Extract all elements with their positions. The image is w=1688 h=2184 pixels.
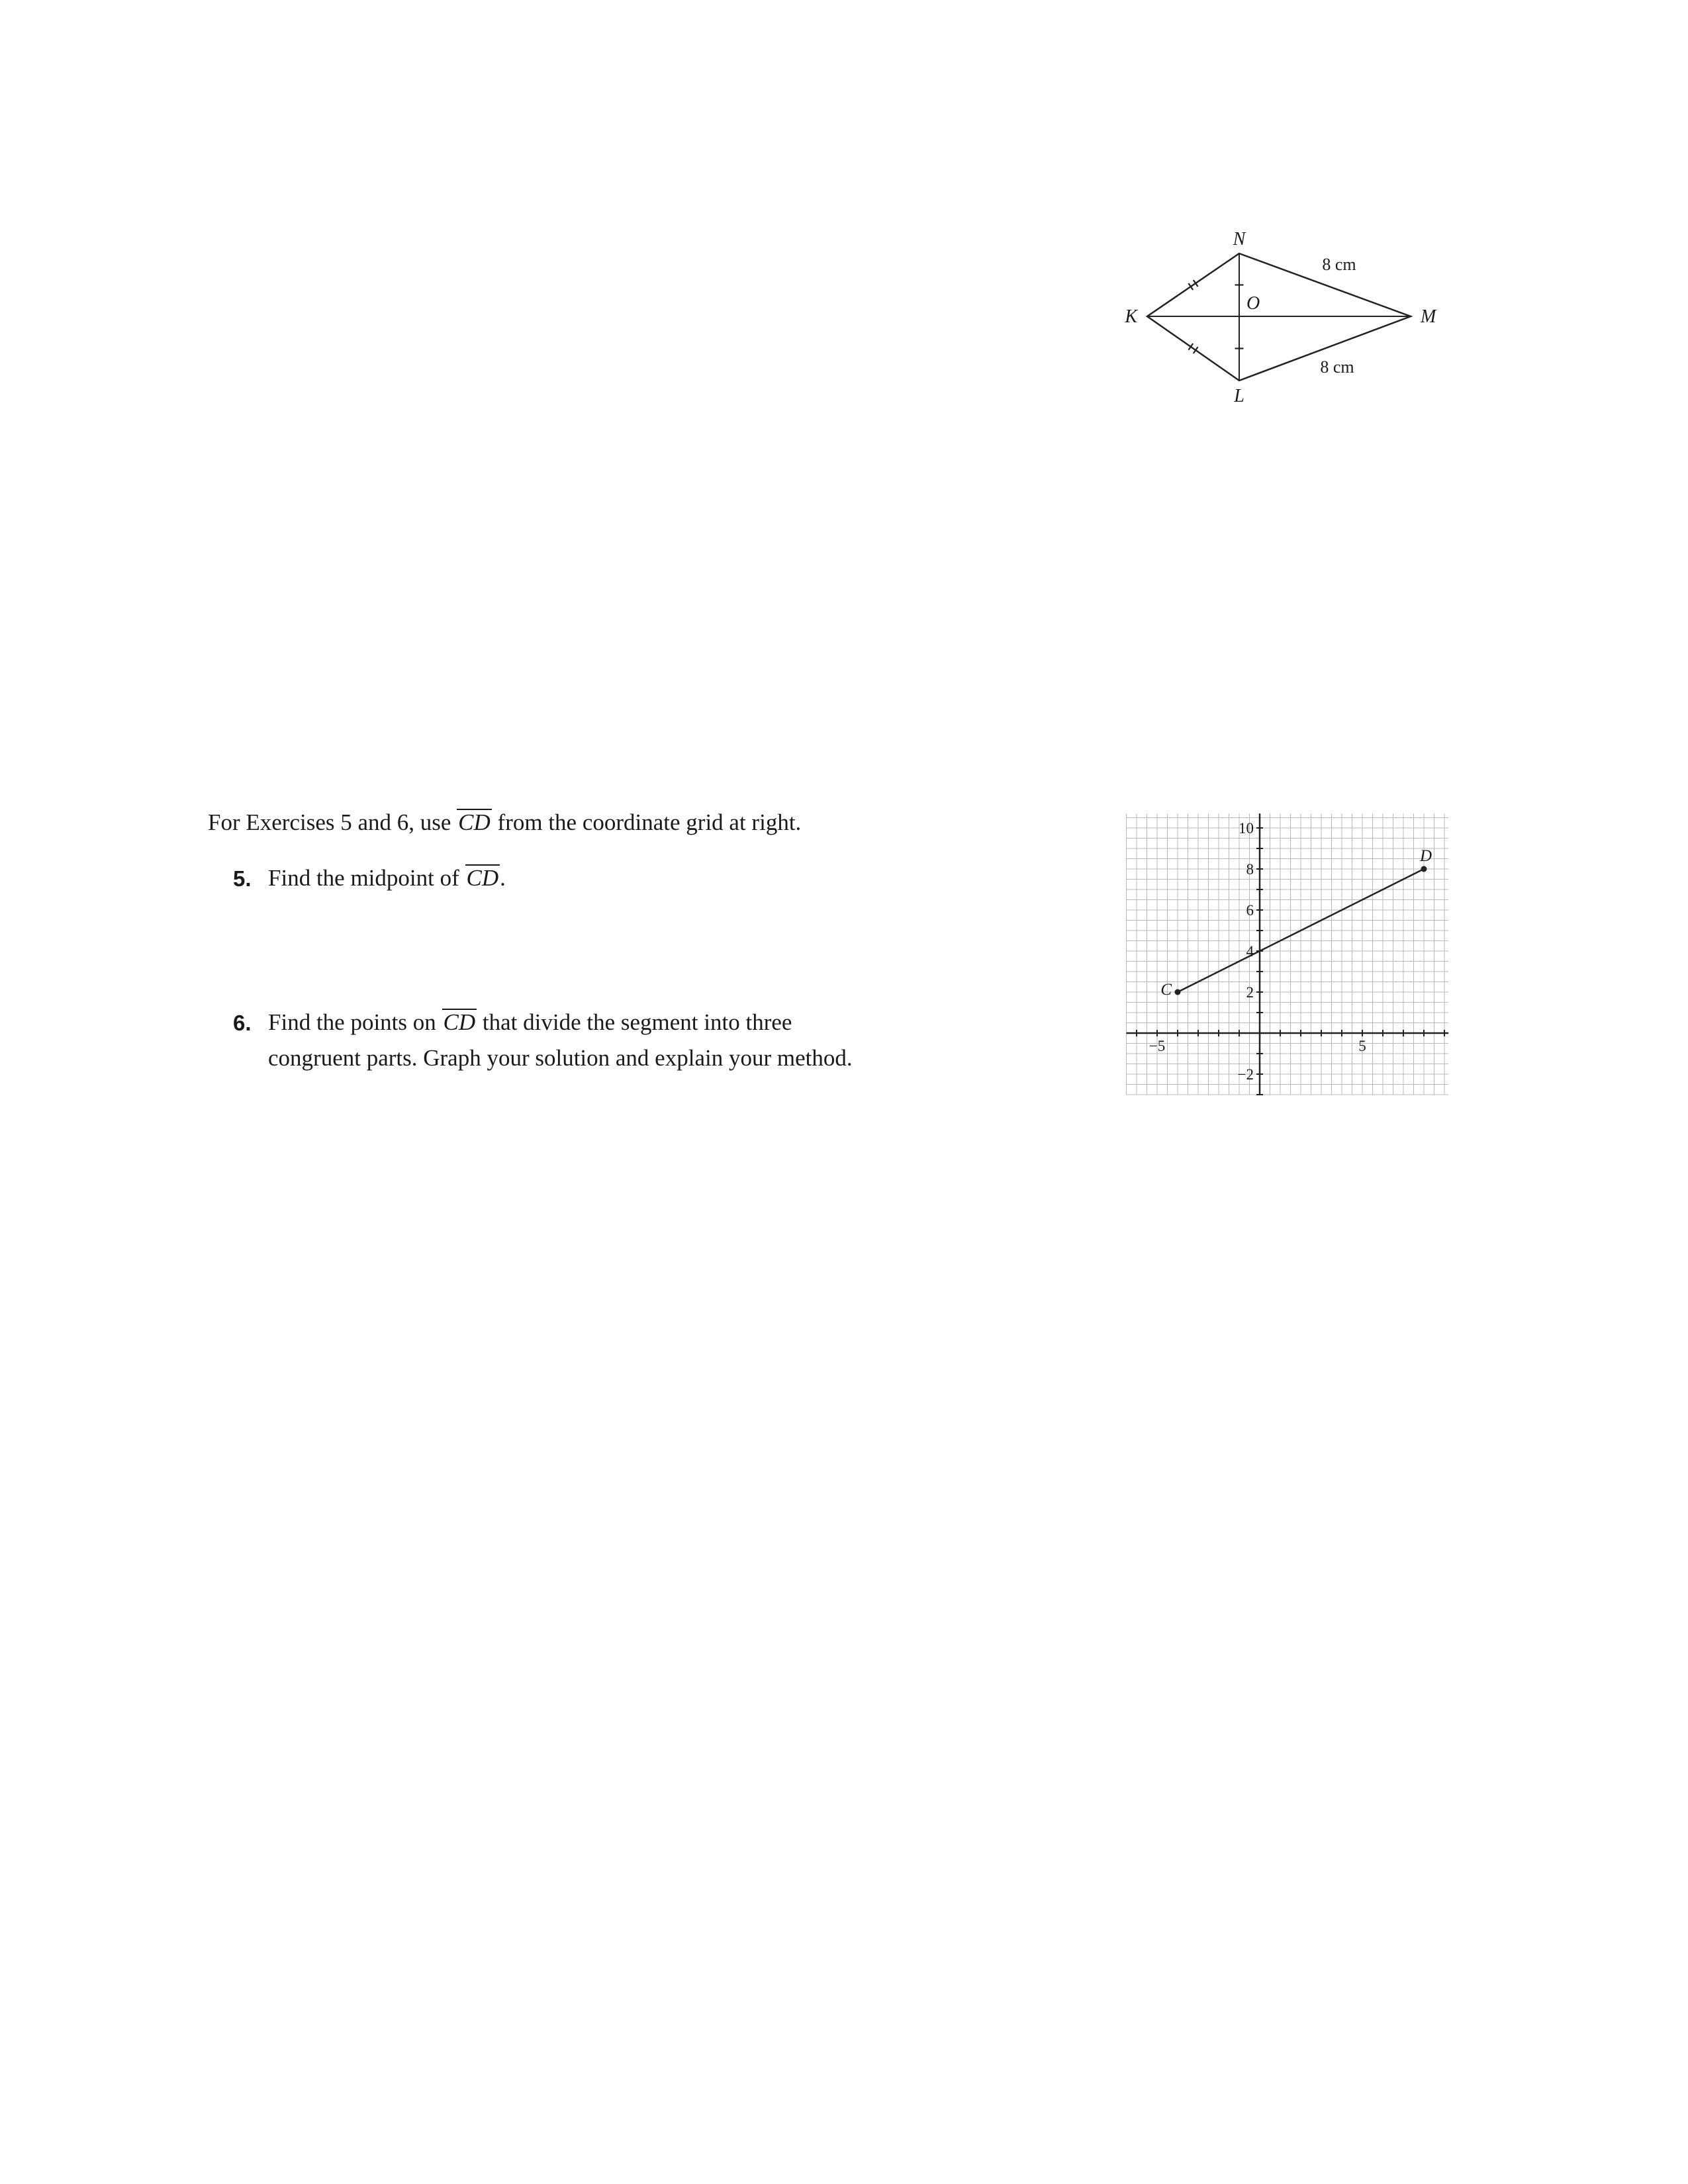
y-tick-label: 10	[1239, 820, 1254, 837]
exercise-5-number: 5.	[233, 866, 252, 891]
kite-label-K: K	[1125, 306, 1137, 327]
point-label-c: C	[1160, 981, 1172, 999]
point-dot	[1175, 989, 1181, 995]
exercise-5	[233, 860, 506, 896]
exercise-6-text	[268, 1005, 853, 1077]
exercise-6-line2: congruent parts. Graph your solution and explain your method.	[268, 1045, 853, 1071]
y-tick-label: 8	[1246, 861, 1254, 878]
y-tick-label: 6	[1246, 902, 1254, 919]
intro-suffix: from the coordinate grid at right.	[491, 809, 802, 835]
exercises-intro	[208, 805, 801, 841]
y-tick-label: 4	[1246, 943, 1254, 960]
y-tick-label: 2	[1246, 984, 1254, 1001]
intro-prefix: For Exercises 5 and 6, use	[208, 809, 457, 835]
kite-label-M: M	[1421, 306, 1436, 327]
exercise-6-number: 6.	[233, 1011, 252, 1035]
exercise-6-line1: Find the points on CD that divide the segment into three	[268, 1009, 792, 1035]
exercise-6	[233, 1005, 853, 1077]
x-tick-label: −5	[1149, 1038, 1166, 1054]
kite-figure	[1119, 218, 1450, 417]
kite-label-L: L	[1234, 386, 1244, 406]
point-dot	[1421, 866, 1427, 872]
kite-label-N: N	[1233, 229, 1246, 250]
segment-cd-symbol: CD	[458, 809, 491, 835]
segment-cd-symbol: CD	[443, 1009, 476, 1035]
exercise-5-text: Find the midpoint of CD.	[268, 865, 506, 891]
x-tick-label: 5	[1358, 1038, 1366, 1054]
segment-cd-symbol: CD	[466, 865, 499, 891]
kite-dimension-bottom: 8 cm	[1320, 357, 1354, 377]
kite-label-O: O	[1246, 293, 1260, 314]
coordinate-grid	[1124, 813, 1450, 1097]
kite-dimension-top: 8 cm	[1322, 255, 1356, 274]
y-tick-label: −2	[1237, 1066, 1254, 1083]
point-label-d: D	[1419, 847, 1432, 865]
